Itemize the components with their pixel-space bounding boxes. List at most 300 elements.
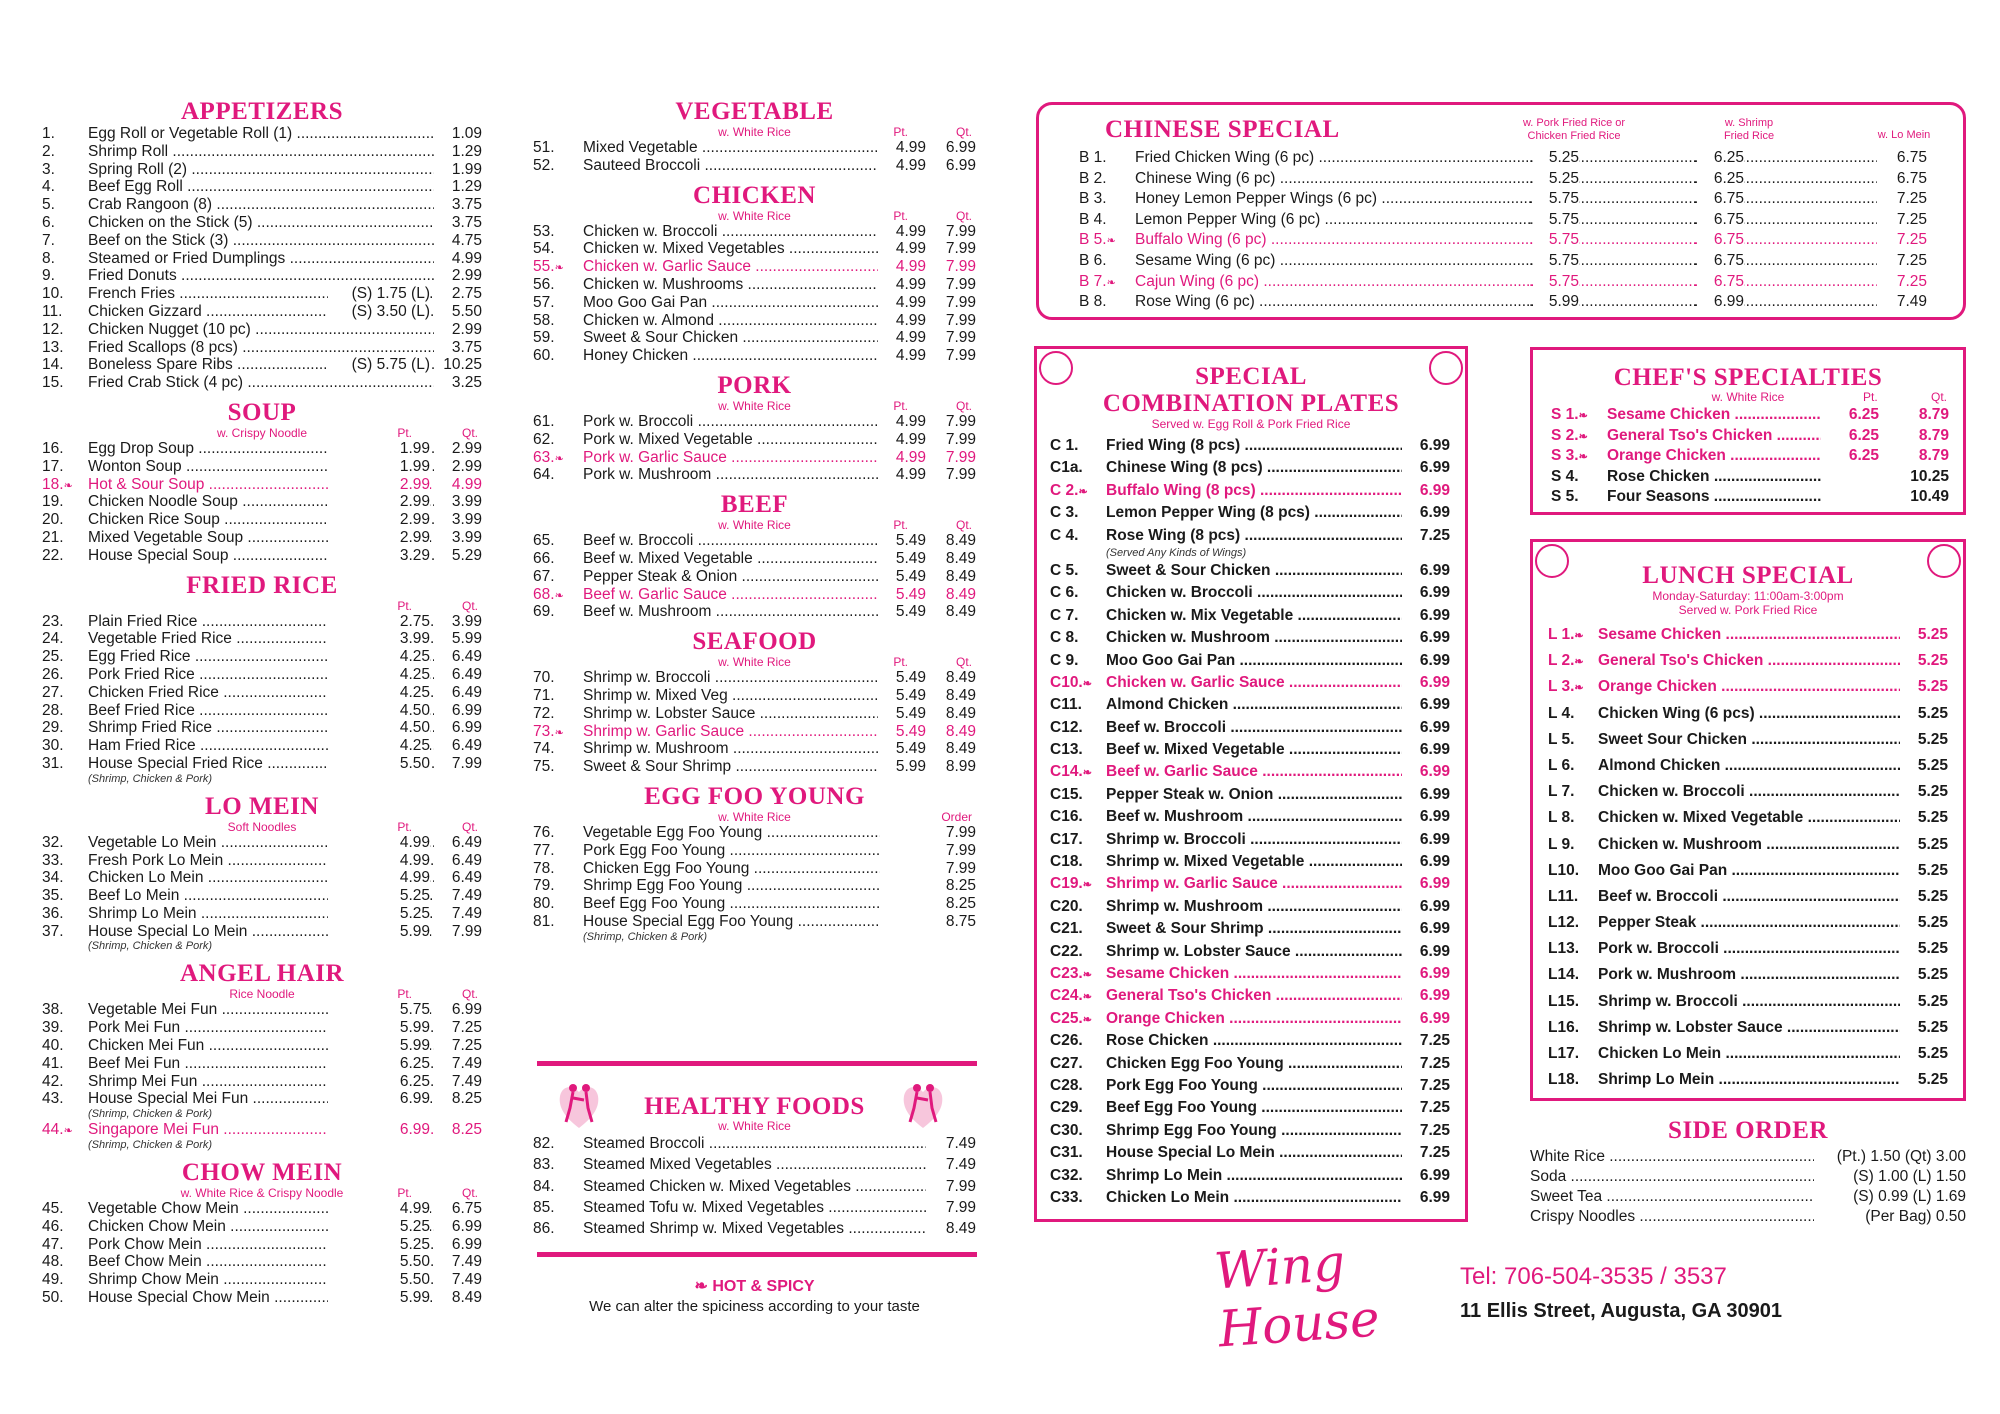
item-name: Chicken Fried Rice ..... bbox=[88, 684, 434, 702]
price: 5.75 bbox=[1533, 189, 1579, 210]
item-number: L 9. bbox=[1548, 835, 1575, 853]
menu-item-row bbox=[1548, 962, 1948, 988]
item-note: (Served Any Kinds of Wings) bbox=[1106, 546, 1247, 559]
item-name: Chicken on the Stick (5) ..... bbox=[88, 214, 434, 232]
menu-item-row bbox=[42, 1037, 482, 1055]
menu-section bbox=[42, 572, 482, 786]
section-title: HEALTHY FOODS bbox=[644, 1093, 865, 1120]
item-name: Sesame Wing (6 pc) ..... bbox=[1135, 251, 1534, 272]
price: 7.49 bbox=[1881, 292, 1927, 313]
menu-item-row bbox=[42, 1271, 482, 1289]
menu-item-row bbox=[42, 529, 482, 547]
menu-item-row bbox=[1548, 648, 1948, 674]
section-subtitle: w. White Rice bbox=[718, 809, 791, 824]
lunch-hours: Monday-Saturday: 11:00am-3:00pm bbox=[1652, 589, 1844, 603]
price: 8.49 bbox=[930, 532, 976, 550]
item-number: C 1. bbox=[1050, 437, 1079, 454]
item-number: B 6. bbox=[1079, 251, 1107, 269]
menu-item-row bbox=[1548, 1067, 1948, 1093]
price: 7.99 bbox=[930, 276, 976, 294]
menu-item-row bbox=[1050, 694, 1450, 716]
price: 7.25 bbox=[436, 1019, 482, 1037]
item-name: Pork Chow Mein ..... bbox=[88, 1236, 434, 1254]
item-number: C16. bbox=[1050, 808, 1083, 826]
price: 8.25 bbox=[930, 895, 976, 913]
price: 5.25 bbox=[1902, 622, 1948, 648]
item-number: 19. bbox=[42, 493, 64, 511]
section-subtitle: w. Crispy Noodle bbox=[216, 425, 308, 440]
item-name: Steamed Chicken w. Mixed Vegetables ..... bbox=[583, 1176, 926, 1197]
price: 6.99 bbox=[930, 157, 976, 175]
menu-item-row bbox=[533, 276, 976, 294]
item-number: 76. bbox=[533, 823, 555, 841]
item-name: Steamed Mixed Vegetables ..... bbox=[583, 1154, 926, 1175]
phone-number[interactable]: Tel: 706-504-3535 / 3537 bbox=[1460, 1263, 1727, 1290]
price: 6.99 bbox=[1404, 806, 1450, 828]
item-number: 50. bbox=[42, 1289, 64, 1307]
price: 5.25 bbox=[1533, 169, 1579, 190]
item-number: 80. bbox=[533, 895, 555, 913]
item-name: Shrimp w. Lobster Sauce ..... bbox=[583, 705, 880, 723]
price: 6.99 bbox=[1404, 761, 1450, 783]
section-subtitle: w. White Rice & Crispy Noodle bbox=[180, 1186, 344, 1201]
item-name: Fried Chicken Wing (6 pc) ..... bbox=[1135, 148, 1534, 169]
menu-item-row bbox=[1050, 560, 1450, 582]
item-number: 42. bbox=[42, 1072, 64, 1090]
item-name: Ham Fried Rice ..... bbox=[88, 737, 434, 755]
item-number: B 7.❧ bbox=[1079, 272, 1121, 294]
section-subtitle: Rice Noodle bbox=[229, 987, 295, 1002]
item-number: 62. bbox=[533, 430, 555, 448]
col-header-pt: Pt. bbox=[397, 598, 412, 613]
menu-item-row bbox=[1050, 1075, 1450, 1097]
section-title: FRIED RICE bbox=[186, 571, 338, 599]
item-number: 10. bbox=[42, 285, 64, 303]
menu-section bbox=[533, 182, 976, 365]
menu-item-row bbox=[42, 250, 482, 268]
pepper-icon: ❧ bbox=[1106, 235, 1116, 248]
menu-item-row bbox=[1050, 627, 1450, 649]
item-number: 49. bbox=[42, 1271, 64, 1289]
menu-item-row bbox=[1548, 805, 1948, 831]
item-name: Chicken w. Almond ..... bbox=[583, 312, 880, 330]
item-name: Chicken w. Mushrooms ..... bbox=[583, 276, 880, 294]
item-number: L 2.❧ bbox=[1548, 648, 1588, 675]
menu-item-row bbox=[42, 493, 482, 511]
menu-item-row bbox=[42, 374, 482, 392]
item-number: 86. bbox=[533, 1220, 555, 1238]
menu-item-row bbox=[42, 161, 482, 179]
menu-item-row bbox=[1050, 1097, 1450, 1119]
item-number: C21. bbox=[1050, 920, 1083, 938]
item-name: Plain Fried Rice ..... bbox=[88, 613, 434, 631]
menu-item-row bbox=[42, 476, 482, 494]
price: 10.25 bbox=[436, 356, 482, 374]
item-name: Shrimp w. Mixed Veg ..... bbox=[583, 687, 880, 705]
item-number: C30. bbox=[1050, 1121, 1083, 1139]
item-number: 11. bbox=[42, 302, 63, 320]
price: 8.79 bbox=[1897, 405, 1949, 426]
section-title: SPECIAL COMBINATION PLATES bbox=[1102, 363, 1400, 417]
menu-item-row bbox=[42, 125, 482, 143]
section-title: EGG FOO YOUNG bbox=[644, 782, 865, 810]
item-name: Rose Chicken ..... bbox=[1106, 1030, 1402, 1052]
item-number: 25. bbox=[42, 648, 64, 666]
price: 8.49 bbox=[930, 568, 976, 586]
price: 5.29 bbox=[436, 547, 482, 565]
price: 4.99 bbox=[878, 294, 926, 312]
healthy-bottom-rule bbox=[537, 1252, 977, 1257]
price: (S) 1.75 (L) bbox=[328, 285, 430, 303]
item-name: Shrimp Lo Mein ..... bbox=[88, 905, 434, 923]
price: 5.25 bbox=[1902, 910, 1948, 936]
item-name: Rose Wing (8 pcs) ..... bbox=[1106, 525, 1402, 547]
item-name: Beef Chow Mein ..... bbox=[88, 1253, 434, 1271]
item-number: 7. bbox=[42, 231, 55, 249]
section-title: SEAFOOD bbox=[692, 628, 817, 656]
menu-item-row bbox=[1050, 829, 1450, 851]
price: 2.99 bbox=[436, 321, 482, 339]
menu-item-row bbox=[42, 511, 482, 529]
price: 6.99 bbox=[1404, 784, 1450, 806]
price: 7.25 bbox=[1881, 251, 1927, 272]
item-number: 40. bbox=[42, 1037, 64, 1055]
price: 4.75 bbox=[436, 232, 482, 250]
item-name: Chinese Wing (8 pcs) ..... bbox=[1106, 457, 1402, 479]
price: 6.99 bbox=[1404, 1187, 1450, 1209]
price: 8.79 bbox=[1897, 426, 1949, 447]
item-number: L10. bbox=[1548, 861, 1580, 879]
item-number: L17. bbox=[1548, 1045, 1580, 1062]
price: 7.99 bbox=[930, 466, 976, 484]
healthy-foods-section bbox=[533, 1093, 976, 1239]
item-number: L13. bbox=[1548, 940, 1580, 958]
item-number: 26. bbox=[42, 665, 64, 683]
item-name: Chinese Wing (6 pc) ..... bbox=[1135, 169, 1534, 190]
price: 6.99 bbox=[436, 1001, 482, 1019]
price: 1.29 bbox=[436, 178, 482, 196]
price: 7.49 bbox=[436, 1073, 482, 1091]
price: 6.75 bbox=[1881, 148, 1927, 169]
column-headers bbox=[42, 987, 482, 1001]
menu-item-row bbox=[1050, 784, 1450, 806]
section-subtitle: Served w. Egg Roll & Pork Fried Rice bbox=[1151, 417, 1351, 431]
item-number: 58. bbox=[533, 311, 555, 329]
price: 5.49 bbox=[878, 550, 926, 568]
pepper-icon: ❧ bbox=[1578, 430, 1588, 443]
item-name: Shrimp w. Lobster Sauce ..... bbox=[1106, 941, 1402, 963]
column-headers bbox=[42, 820, 482, 834]
price: 6.75 bbox=[1698, 189, 1744, 210]
price: 6.25 bbox=[1827, 405, 1879, 426]
menu-item-row bbox=[1050, 457, 1450, 479]
wing-house-logo: Wing House bbox=[1212, 1233, 1382, 1359]
item-note: (Shrimp, Chicken & Pork) bbox=[88, 1108, 213, 1121]
price: 5.25 bbox=[328, 905, 430, 923]
price: 7.99 bbox=[930, 223, 976, 241]
section-subtitle: w. White Rice bbox=[1711, 390, 1785, 404]
menu-item-row bbox=[42, 339, 482, 357]
price: 7.99 bbox=[930, 431, 976, 449]
price: 3.29 bbox=[328, 547, 430, 565]
price: 4.99 bbox=[878, 312, 926, 330]
item-number: S 2.❧ bbox=[1551, 426, 1593, 448]
price: 2.99 bbox=[328, 493, 430, 511]
item-name: Pork w. Mixed Vegetable ..... bbox=[583, 431, 880, 449]
menu-item-row bbox=[42, 178, 482, 196]
item-name: Pork w. Broccoli ..... bbox=[583, 413, 880, 431]
item-name: Chicken Wing (6 pcs) ..... bbox=[1598, 701, 1900, 727]
item-name: Honey Chicken ..... bbox=[583, 347, 880, 365]
price: 8.49 bbox=[930, 740, 976, 758]
col-header-pt: Pt. bbox=[893, 208, 908, 223]
item-name: Orange Chicken ..... bbox=[1106, 1008, 1402, 1030]
item-number: B 8. bbox=[1079, 293, 1107, 311]
item-name: Shrimp w. Broccoli ..... bbox=[1598, 989, 1900, 1015]
item-name: Pepper Steak w. Onion ..... bbox=[1106, 784, 1402, 806]
price: 7.99 bbox=[436, 923, 482, 941]
price: 7.99 bbox=[436, 755, 482, 773]
price: 7.49 bbox=[436, 1253, 482, 1271]
price: 6.99 bbox=[436, 702, 482, 720]
item-number: 65. bbox=[533, 532, 555, 550]
item-name: Chicken w. Broccoli ..... bbox=[1106, 582, 1402, 604]
price: 1.29 bbox=[436, 143, 482, 161]
menu-item-row bbox=[1050, 502, 1450, 524]
item-name: Vegetable Fried Rice ..... bbox=[88, 630, 434, 648]
col-header-qt: Qt. bbox=[461, 598, 478, 613]
column-headers bbox=[533, 399, 976, 413]
price: 4.99 bbox=[878, 157, 926, 175]
item-number: 29. bbox=[42, 719, 64, 737]
price: 8.79 bbox=[1897, 446, 1949, 467]
price: 6.99 bbox=[1404, 739, 1450, 761]
price: 7.25 bbox=[1881, 210, 1927, 231]
price: 5.49 bbox=[878, 687, 926, 705]
item-number: 31. bbox=[42, 754, 64, 772]
item-name: Beef Lo Mein ..... bbox=[88, 887, 434, 905]
price: 7.49 bbox=[930, 1133, 976, 1154]
menu-item-row bbox=[533, 723, 976, 741]
item-name: Chicken Rice Soup ..... bbox=[88, 511, 434, 529]
item-number: B 3. bbox=[1079, 190, 1107, 208]
item-name: Lemon Pepper Wing (6 pc) ..... bbox=[1135, 210, 1534, 231]
lunch-special-box bbox=[1530, 539, 1966, 1101]
item-number: C32. bbox=[1050, 1166, 1083, 1184]
item-number: 9. bbox=[42, 267, 55, 285]
item-number: C24.❧ bbox=[1050, 985, 1097, 1008]
item-name: Shrimp w. Lobster Sauce ..... bbox=[1598, 1015, 1900, 1041]
item-name: Pork Fried Rice ..... bbox=[88, 666, 434, 684]
item-number: 46. bbox=[42, 1217, 64, 1235]
menu-item-row bbox=[533, 740, 976, 758]
menu-item-row bbox=[533, 431, 976, 449]
item-number: C28. bbox=[1050, 1076, 1083, 1094]
item-number: 48. bbox=[42, 1253, 64, 1271]
menu-item-row bbox=[533, 842, 976, 860]
price: 5.25 bbox=[1902, 805, 1948, 831]
price: 6.49 bbox=[436, 852, 482, 870]
price: 4.99 bbox=[878, 449, 926, 467]
item-number: C23.❧ bbox=[1050, 963, 1097, 986]
item-number: B 1. bbox=[1079, 149, 1107, 166]
menu-item-row bbox=[533, 1197, 976, 1218]
item-name: Chicken w. Garlic Sauce ..... bbox=[1106, 672, 1402, 694]
chef-specialties-box bbox=[1530, 347, 1966, 515]
item-number: 75. bbox=[533, 758, 555, 776]
item-name: Shrimp Egg Foo Young ..... bbox=[583, 877, 880, 895]
menu-item-row bbox=[1079, 210, 1939, 231]
price: 7.99 bbox=[930, 258, 976, 276]
menu-item-row bbox=[42, 1289, 482, 1307]
price: 6.99 bbox=[1404, 502, 1450, 524]
menu-item-row bbox=[42, 666, 482, 684]
item-number: 67. bbox=[533, 567, 555, 585]
pepper-icon: ❧ bbox=[1578, 451, 1588, 463]
item-name: French Fries ..... bbox=[88, 285, 434, 303]
section-title: BEEF bbox=[720, 491, 789, 519]
price: 4.99 bbox=[878, 139, 926, 157]
item-number: L18. bbox=[1548, 1071, 1580, 1089]
price: 6.99 bbox=[1404, 963, 1450, 985]
item-number: 81. bbox=[533, 912, 555, 930]
item-name: Cajun Wing (6 pc) ..... bbox=[1135, 272, 1534, 293]
side-item-row bbox=[1530, 1148, 1966, 1168]
menu-item-row bbox=[42, 923, 482, 941]
menu-item-row bbox=[1050, 605, 1450, 627]
menu-item-row bbox=[533, 1176, 976, 1197]
item-name: Sweet & Sour Chicken ..... bbox=[583, 329, 880, 347]
price: 5.49 bbox=[878, 669, 926, 687]
item-name: Four Seasons ..... bbox=[1607, 487, 1821, 508]
menu-item-row bbox=[1079, 148, 1939, 169]
item-name: Shrimp Lo Mein ..... bbox=[1106, 1165, 1402, 1187]
col-header-pt: Pt. bbox=[397, 819, 412, 834]
price: 5.49 bbox=[878, 740, 926, 758]
item-name: Chicken w. Mushroom ..... bbox=[1598, 832, 1900, 858]
item-name: Shrimp w. Garlic Sauce ..... bbox=[583, 723, 880, 741]
menu-section bbox=[42, 98, 482, 392]
pepper-icon: ❧ bbox=[554, 262, 564, 275]
item-number: 78. bbox=[533, 859, 555, 877]
menu-item-row bbox=[533, 603, 976, 621]
price: 5.75 bbox=[1533, 210, 1579, 231]
item-number: 28. bbox=[42, 701, 64, 719]
menu-item-row bbox=[1050, 761, 1450, 783]
price: 6.75 bbox=[1698, 251, 1744, 272]
col-header-pt: Pt. bbox=[893, 655, 908, 670]
item-name: Egg Fried Rice ..... bbox=[88, 648, 434, 666]
item-number: 3. bbox=[42, 160, 55, 178]
price: 3.99 bbox=[436, 613, 482, 631]
menu-item-row bbox=[42, 1090, 482, 1108]
menu-item-row bbox=[533, 157, 976, 175]
price: 6.99 bbox=[1404, 627, 1450, 649]
item-name: Rose Wing (6 pc) ..... bbox=[1135, 292, 1534, 313]
pepper-icon: ❧ bbox=[1082, 879, 1092, 892]
price: 4.99 bbox=[878, 240, 926, 258]
menu-item-row bbox=[1050, 941, 1450, 963]
hot-spicy-label: HOT & SPICY bbox=[712, 1278, 815, 1295]
item-name: Pepper Steak ..... bbox=[1598, 910, 1900, 936]
price: 6.75 bbox=[436, 1200, 482, 1218]
item-name: Steamed Shrimp w. Mixed Vegetables ..... bbox=[583, 1218, 926, 1239]
item-name: Beef w. Mixed Vegetable ..... bbox=[583, 550, 880, 568]
price: 7.49 bbox=[436, 887, 482, 905]
item-name: Chicken w. Broccoli ..... bbox=[1598, 779, 1900, 805]
price: 6.49 bbox=[436, 737, 482, 755]
item-number: L 7. bbox=[1548, 783, 1575, 801]
price: 4.99 bbox=[878, 258, 926, 276]
price: 7.99 bbox=[930, 413, 976, 431]
menu-item-row bbox=[1050, 1008, 1450, 1030]
menu-item-row bbox=[1548, 884, 1948, 910]
item-number: 27. bbox=[42, 683, 64, 701]
menu-item-row bbox=[1050, 525, 1450, 547]
menu-item-row bbox=[42, 1121, 482, 1139]
price: 3.75 bbox=[436, 339, 482, 357]
item-note: (Shrimp, Chicken & Pork) bbox=[88, 1139, 213, 1152]
item-name: Hot & Sour Soup ..... bbox=[88, 476, 434, 494]
item-number: 36. bbox=[42, 904, 64, 922]
item-number: C 9. bbox=[1050, 651, 1079, 669]
price: 5.25 bbox=[1902, 832, 1948, 858]
item-name: Shrimp Fried Rice ..... bbox=[88, 719, 434, 737]
item-name: Sweet & Sour Shrimp ..... bbox=[1106, 918, 1402, 940]
price: 6.25 bbox=[1698, 148, 1744, 169]
section-subtitle: w. White Rice bbox=[718, 398, 791, 413]
price: 3.99 bbox=[436, 493, 482, 511]
item-number: B 5.❧ bbox=[1079, 230, 1121, 252]
item-name: Orange Chicken ..... bbox=[1598, 674, 1900, 700]
price: 4.99 bbox=[328, 834, 430, 852]
item-number: 68.❧ bbox=[533, 586, 569, 606]
price: 5.25 bbox=[1902, 753, 1948, 779]
item-name: Pork w. Broccoli ..... bbox=[1598, 936, 1900, 962]
menu-item-row bbox=[1050, 1030, 1450, 1052]
price: 3.99 bbox=[328, 630, 430, 648]
col-header-pt: Pt. bbox=[397, 425, 412, 440]
price: 6.25 bbox=[328, 1055, 430, 1073]
item-name: Chicken w. Mushroom ..... bbox=[1106, 627, 1402, 649]
item-number: C12. bbox=[1050, 718, 1083, 736]
price: 6.99 bbox=[1698, 292, 1744, 313]
price: 2.99 bbox=[436, 440, 482, 458]
menu-item-row bbox=[533, 532, 976, 550]
menu-item-row bbox=[1548, 1015, 1948, 1041]
item-name: Beef w. Mixed Vegetable ..... bbox=[1106, 739, 1402, 761]
price: 6.99 bbox=[1404, 435, 1450, 457]
price: 5.49 bbox=[878, 603, 926, 621]
price: 5.25 bbox=[328, 1218, 430, 1236]
item-name: Steamed Tofu w. Mixed Vegetables ..... bbox=[583, 1197, 926, 1218]
item-number: 4. bbox=[42, 178, 55, 196]
price: 6.99 bbox=[1404, 896, 1450, 918]
pepper-icon: ❧ bbox=[1574, 630, 1584, 642]
item-number: 18.❧ bbox=[42, 476, 78, 496]
item-number: 82. bbox=[533, 1135, 555, 1152]
pepper-icon: ❧ bbox=[63, 479, 73, 492]
pepper-icon: ❧ bbox=[554, 452, 564, 465]
menu-item-row bbox=[1551, 467, 1949, 488]
price: 5.25 bbox=[1902, 936, 1948, 962]
col-header-qt: Qt. bbox=[955, 655, 972, 670]
price: 5.49 bbox=[878, 705, 926, 723]
item-name: Shrimp w. Mushroom ..... bbox=[583, 740, 880, 758]
menu-item-row bbox=[42, 1073, 482, 1091]
item-name: Chicken Noodle Soup ..... bbox=[88, 493, 434, 511]
item-number: L15. bbox=[1548, 992, 1580, 1010]
